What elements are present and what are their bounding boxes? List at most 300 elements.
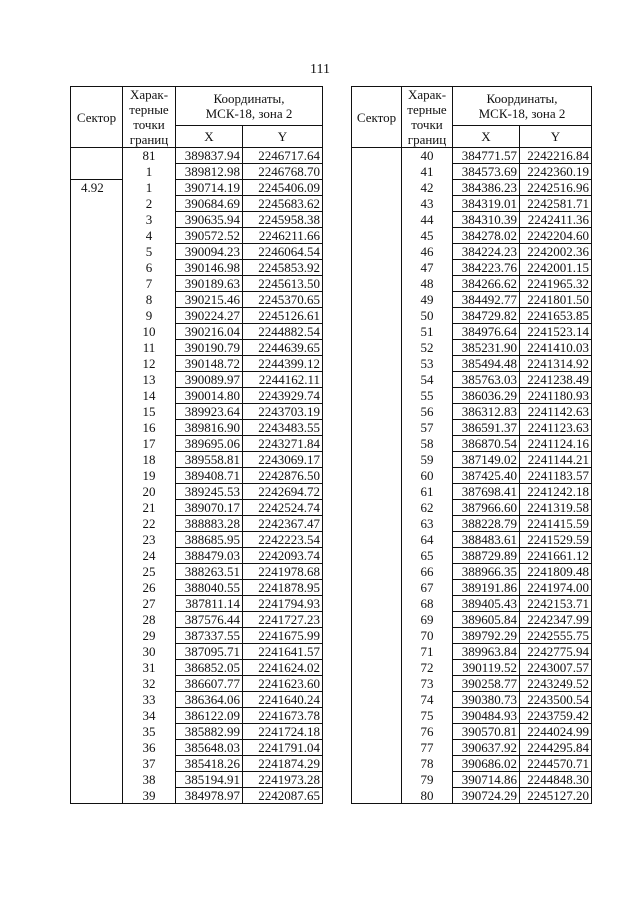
sector-cell — [71, 388, 123, 404]
y-cell: 2241142.63 — [520, 404, 592, 420]
x-cell: 388479.03 — [176, 548, 243, 564]
table-row — [71, 596, 323, 612]
x-cell: 384573.69 — [453, 164, 520, 180]
point-cell: 72 — [402, 660, 453, 676]
point-cell: 66 — [402, 564, 453, 580]
point-cell: 45 — [402, 228, 453, 244]
table-row — [71, 324, 323, 340]
table-row — [71, 676, 323, 692]
x-cell: 390637.92 — [453, 740, 520, 756]
point-cell: 22 — [123, 516, 176, 532]
y-cell: 2241801.50 — [520, 292, 592, 308]
x-cell: 389923.64 — [176, 404, 243, 420]
sector-cell — [352, 228, 402, 244]
sector-cell — [71, 148, 123, 164]
sector-cell — [71, 484, 123, 500]
table-row — [352, 228, 592, 244]
x-cell: 385763.03 — [453, 372, 520, 388]
point-cell: 67 — [402, 580, 453, 596]
x-cell: 390014.80 — [176, 388, 243, 404]
x-cell: 390258.77 — [453, 676, 520, 692]
x-cell: 389837.94 — [176, 148, 243, 164]
point-cell: 8 — [123, 292, 176, 308]
header-x: X — [176, 125, 243, 147]
x-cell: 390572.52 — [176, 228, 243, 244]
sector-cell — [71, 548, 123, 564]
sector-cell — [352, 644, 402, 660]
point-cell: 65 — [402, 548, 453, 564]
point-cell: 54 — [402, 372, 453, 388]
point-cell: 76 — [402, 724, 453, 740]
x-cell: 384976.64 — [453, 324, 520, 340]
x-cell: 390684.69 — [176, 196, 243, 212]
sector-cell — [352, 180, 402, 196]
y-cell: 2241624.02 — [243, 660, 323, 676]
x-cell: 389816.90 — [176, 420, 243, 436]
sector-cell — [352, 484, 402, 500]
table-row — [71, 404, 323, 420]
point-cell: 62 — [402, 500, 453, 516]
y-cell: 2241965.32 — [520, 276, 592, 292]
y-cell: 2241791.04 — [243, 740, 323, 756]
x-cell: 389245.53 — [176, 484, 243, 500]
table-row — [71, 724, 323, 740]
point-cell: 51 — [402, 324, 453, 340]
table-row — [71, 788, 323, 804]
table-row — [71, 420, 323, 436]
table-row — [352, 644, 592, 660]
x-cell: 388685.95 — [176, 532, 243, 548]
point-cell: 44 — [402, 212, 453, 228]
y-cell: 2243929.74 — [243, 388, 323, 404]
header-y: Y — [520, 125, 592, 147]
sector-cell — [352, 436, 402, 452]
sector-cell — [352, 564, 402, 580]
table-body-left — [71, 148, 323, 804]
table-row — [71, 484, 323, 500]
x-cell: 385194.91 — [176, 772, 243, 788]
sector-cell — [71, 676, 123, 692]
y-cell: 2242093.74 — [243, 548, 323, 564]
point-cell: 68 — [402, 596, 453, 612]
x-cell: 389408.71 — [176, 468, 243, 484]
point-cell: 5 — [123, 244, 176, 260]
table-row — [352, 212, 592, 228]
point-cell: 34 — [123, 708, 176, 724]
table-row — [352, 452, 592, 468]
point-cell: 69 — [402, 612, 453, 628]
y-cell: 2241415.59 — [520, 516, 592, 532]
sector-cell — [352, 740, 402, 756]
x-cell: 390714.86 — [453, 772, 520, 788]
x-cell: 390686.02 — [453, 756, 520, 772]
point-cell: 64 — [402, 532, 453, 548]
point-cell: 43 — [402, 196, 453, 212]
point-cell: 77 — [402, 740, 453, 756]
table-row — [71, 564, 323, 580]
sector-cell — [352, 164, 402, 180]
x-cell: 384492.77 — [453, 292, 520, 308]
table-row — [71, 436, 323, 452]
sector-cell — [71, 420, 123, 436]
x-cell: 384310.39 — [453, 212, 520, 228]
table-row — [71, 244, 323, 260]
point-cell: 75 — [402, 708, 453, 724]
table-row — [352, 724, 592, 740]
table-row — [352, 164, 592, 180]
table-row — [71, 532, 323, 548]
point-cell: 47 — [402, 260, 453, 276]
x-cell: 386852.05 — [176, 660, 243, 676]
y-cell: 2242347.99 — [520, 612, 592, 628]
x-cell: 387337.55 — [176, 628, 243, 644]
sector-cell — [352, 260, 402, 276]
sector-cell — [71, 244, 123, 260]
y-cell: 2243069.17 — [243, 452, 323, 468]
y-cell: 2241978.68 — [243, 564, 323, 580]
table-row — [71, 164, 323, 180]
y-cell: 2242216.84 — [520, 148, 592, 164]
sector-cell — [71, 212, 123, 228]
table-row — [352, 548, 592, 564]
x-cell: 389191.86 — [453, 580, 520, 596]
sector-cell — [352, 212, 402, 228]
sector-cell — [71, 356, 123, 372]
y-cell: 2241973.28 — [243, 772, 323, 788]
point-cell: 70 — [402, 628, 453, 644]
x-cell: 389605.84 — [453, 612, 520, 628]
x-cell: 387966.60 — [453, 500, 520, 516]
header-points: Харак- терные точки границ — [402, 87, 453, 148]
point-cell: 24 — [123, 548, 176, 564]
y-cell: 2242087.65 — [243, 788, 323, 804]
sector-cell — [71, 452, 123, 468]
table-row — [352, 788, 592, 804]
y-cell: 2242775.94 — [520, 644, 592, 660]
header-sector: Сектор — [352, 87, 402, 148]
table-row — [352, 420, 592, 436]
sector-cell — [352, 276, 402, 292]
point-cell: 60 — [402, 468, 453, 484]
x-cell: 386036.29 — [453, 388, 520, 404]
point-cell: 57 — [402, 420, 453, 436]
y-cell: 2242581.71 — [520, 196, 592, 212]
sector-cell — [352, 356, 402, 372]
x-cell: 390146.98 — [176, 260, 243, 276]
sector-cell — [352, 388, 402, 404]
table-row — [352, 324, 592, 340]
point-cell: 59 — [402, 452, 453, 468]
y-cell: 2242411.36 — [520, 212, 592, 228]
y-cell: 2242876.50 — [243, 468, 323, 484]
table-row — [352, 148, 592, 164]
point-cell: 18 — [123, 452, 176, 468]
sector-cell — [71, 308, 123, 324]
y-cell: 2245613.50 — [243, 276, 323, 292]
point-cell: 9 — [123, 308, 176, 324]
point-cell: 1 — [123, 164, 176, 180]
sector-cell: 4.92 — [71, 180, 123, 196]
sector-cell — [71, 788, 123, 804]
sector-cell — [71, 260, 123, 276]
header-coordinates: Координаты, МСК-18, зона 2 — [453, 87, 592, 126]
y-cell: 2241238.49 — [520, 372, 592, 388]
table-row — [71, 740, 323, 756]
y-cell: 2245958.38 — [243, 212, 323, 228]
point-cell: 56 — [402, 404, 453, 420]
table-row — [352, 660, 592, 676]
sector-cell — [352, 308, 402, 324]
y-cell: 2241673.78 — [243, 708, 323, 724]
y-cell: 2241675.99 — [243, 628, 323, 644]
y-cell: 2245683.62 — [243, 196, 323, 212]
point-cell: 1 — [123, 180, 176, 196]
x-cell: 387698.41 — [453, 484, 520, 500]
table-row — [71, 180, 323, 196]
table-row — [71, 276, 323, 292]
y-cell: 2241661.12 — [520, 548, 592, 564]
y-cell: 2241974.00 — [520, 580, 592, 596]
x-cell: 388729.89 — [453, 548, 520, 564]
x-cell: 385494.48 — [453, 356, 520, 372]
x-cell: 385882.99 — [176, 724, 243, 740]
header-x: X — [453, 125, 520, 147]
y-cell: 2244570.71 — [520, 756, 592, 772]
point-cell: 37 — [123, 756, 176, 772]
table-row — [71, 212, 323, 228]
sector-cell — [71, 372, 123, 388]
header-sector: Сектор — [71, 87, 123, 148]
sector-cell — [71, 644, 123, 660]
sector-cell — [352, 244, 402, 260]
x-cell: 388883.28 — [176, 516, 243, 532]
point-cell: 50 — [402, 308, 453, 324]
y-cell: 2242524.74 — [243, 500, 323, 516]
y-cell: 2241123.63 — [520, 420, 592, 436]
x-cell: 389070.17 — [176, 500, 243, 516]
sector-cell — [352, 756, 402, 772]
y-cell: 2241640.24 — [243, 692, 323, 708]
table-row — [352, 564, 592, 580]
y-cell: 2243007.57 — [520, 660, 592, 676]
point-cell: 21 — [123, 500, 176, 516]
x-cell: 384319.01 — [453, 196, 520, 212]
sector-cell — [352, 788, 402, 804]
point-cell: 79 — [402, 772, 453, 788]
sector-cell — [352, 676, 402, 692]
table-row — [352, 340, 592, 356]
point-cell: 32 — [123, 676, 176, 692]
sector-cell — [71, 772, 123, 788]
point-cell: 2 — [123, 196, 176, 212]
point-cell: 14 — [123, 388, 176, 404]
point-cell: 55 — [402, 388, 453, 404]
sector-cell — [352, 708, 402, 724]
y-cell: 2244882.54 — [243, 324, 323, 340]
y-cell: 2244162.11 — [243, 372, 323, 388]
sector-cell — [71, 468, 123, 484]
table-row — [352, 404, 592, 420]
y-cell: 2241319.58 — [520, 500, 592, 516]
x-cell: 389558.81 — [176, 452, 243, 468]
y-cell: 2242555.75 — [520, 628, 592, 644]
sector-cell — [71, 724, 123, 740]
table-row — [352, 292, 592, 308]
y-cell: 2241314.92 — [520, 356, 592, 372]
x-cell: 384266.62 — [453, 276, 520, 292]
x-cell: 390635.94 — [176, 212, 243, 228]
header-points: Харак- терные точки границ — [123, 87, 176, 148]
sector-cell — [352, 292, 402, 308]
table-row — [71, 708, 323, 724]
y-cell: 2244639.65 — [243, 340, 323, 356]
point-cell: 12 — [123, 356, 176, 372]
sector-cell — [71, 612, 123, 628]
x-cell: 390484.93 — [453, 708, 520, 724]
table-row — [71, 644, 323, 660]
table-row — [71, 612, 323, 628]
y-cell: 2242516.96 — [520, 180, 592, 196]
table-row — [352, 436, 592, 452]
y-cell: 2241794.93 — [243, 596, 323, 612]
table-row — [352, 276, 592, 292]
point-cell: 30 — [123, 644, 176, 660]
sector-cell — [71, 404, 123, 420]
coordinates-table-right — [351, 86, 592, 804]
sector-cell — [352, 420, 402, 436]
point-cell: 35 — [123, 724, 176, 740]
y-cell: 2243759.42 — [520, 708, 592, 724]
y-cell: 2245370.65 — [243, 292, 323, 308]
x-cell: 388483.61 — [453, 532, 520, 548]
y-cell: 2244024.99 — [520, 724, 592, 740]
x-cell: 386870.54 — [453, 436, 520, 452]
x-cell: 386364.06 — [176, 692, 243, 708]
y-cell: 2241641.57 — [243, 644, 323, 660]
sector-cell — [71, 196, 123, 212]
point-cell: 40 — [402, 148, 453, 164]
sector-cell — [352, 724, 402, 740]
point-cell: 80 — [402, 788, 453, 804]
point-cell: 73 — [402, 676, 453, 692]
x-cell: 388228.79 — [453, 516, 520, 532]
y-cell: 2242360.19 — [520, 164, 592, 180]
sector-cell — [71, 564, 123, 580]
x-cell: 390215.46 — [176, 292, 243, 308]
point-cell: 49 — [402, 292, 453, 308]
sector-cell — [71, 276, 123, 292]
table-row — [71, 500, 323, 516]
table-row — [71, 772, 323, 788]
y-cell: 2241623.60 — [243, 676, 323, 692]
x-cell: 384386.23 — [453, 180, 520, 196]
table-row — [71, 148, 323, 164]
x-cell: 390570.81 — [453, 724, 520, 740]
point-cell: 11 — [123, 340, 176, 356]
point-cell: 52 — [402, 340, 453, 356]
point-cell: 4 — [123, 228, 176, 244]
sector-cell — [71, 756, 123, 772]
x-cell: 384978.97 — [176, 788, 243, 804]
point-cell: 19 — [123, 468, 176, 484]
sector-cell — [71, 660, 123, 676]
sector-cell — [71, 692, 123, 708]
x-cell: 390189.63 — [176, 276, 243, 292]
point-cell: 39 — [123, 788, 176, 804]
table-row — [352, 532, 592, 548]
table-row — [71, 548, 323, 564]
table-row — [352, 260, 592, 276]
sector-cell — [71, 164, 123, 180]
y-cell: 2242694.72 — [243, 484, 323, 500]
y-cell: 2243500.54 — [520, 692, 592, 708]
table-row — [352, 740, 592, 756]
x-cell: 384223.76 — [453, 260, 520, 276]
table-row — [352, 596, 592, 612]
table-row — [71, 452, 323, 468]
y-cell: 2241809.48 — [520, 564, 592, 580]
sector-cell — [352, 196, 402, 212]
sector-cell — [71, 532, 123, 548]
x-cell: 384729.82 — [453, 308, 520, 324]
point-cell: 6 — [123, 260, 176, 276]
point-cell: 17 — [123, 436, 176, 452]
y-cell: 2242204.60 — [520, 228, 592, 244]
y-cell: 2245127.20 — [520, 788, 592, 804]
table-row — [352, 244, 592, 260]
sector-cell — [352, 580, 402, 596]
y-cell: 2245406.09 — [243, 180, 323, 196]
y-cell: 2246717.64 — [243, 148, 323, 164]
y-cell: 2241410.03 — [520, 340, 592, 356]
x-cell: 387811.14 — [176, 596, 243, 612]
y-cell: 2241144.21 — [520, 452, 592, 468]
table-row — [352, 356, 592, 372]
sector-cell — [71, 228, 123, 244]
x-cell: 386312.83 — [453, 404, 520, 420]
x-cell: 387576.44 — [176, 612, 243, 628]
x-cell: 390724.29 — [453, 788, 520, 804]
x-cell: 387149.02 — [453, 452, 520, 468]
table-row — [71, 292, 323, 308]
x-cell: 389792.29 — [453, 628, 520, 644]
x-cell: 389812.98 — [176, 164, 243, 180]
table-row — [71, 228, 323, 244]
point-cell: 41 — [402, 164, 453, 180]
sector-cell — [71, 340, 123, 356]
sector-cell — [352, 148, 402, 164]
y-cell: 2244295.84 — [520, 740, 592, 756]
point-cell: 29 — [123, 628, 176, 644]
table-row — [352, 708, 592, 724]
x-cell: 386607.77 — [176, 676, 243, 692]
table-row — [71, 580, 323, 596]
table-row — [352, 516, 592, 532]
table-row — [71, 372, 323, 388]
y-cell: 2242002.36 — [520, 244, 592, 260]
sector-cell — [352, 532, 402, 548]
table-row — [352, 772, 592, 788]
table-row — [352, 500, 592, 516]
point-cell: 10 — [123, 324, 176, 340]
table-row — [71, 660, 323, 676]
x-cell: 389405.43 — [453, 596, 520, 612]
sector-cell — [71, 580, 123, 596]
y-cell: 2242001.15 — [520, 260, 592, 276]
x-cell: 389963.84 — [453, 644, 520, 660]
sector-cell — [352, 500, 402, 516]
y-cell: 2241242.18 — [520, 484, 592, 500]
